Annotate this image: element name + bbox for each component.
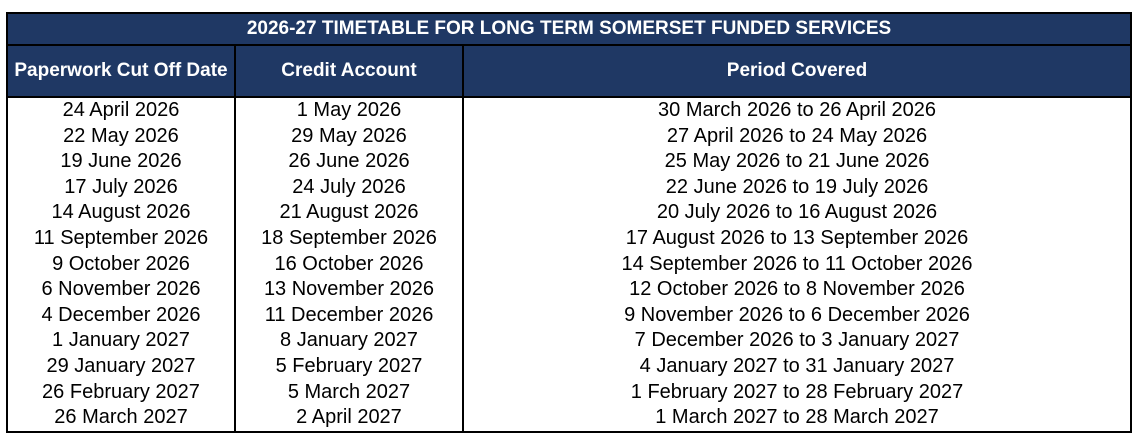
column-header-credit: Credit Account <box>235 45 463 97</box>
table-row <box>8 97 1130 124</box>
cell-credit-account: 13 November 2026 <box>235 277 463 303</box>
cell-period-covered: 22 June 2026 to 19 July 2026 <box>665 175 929 198</box>
table-row <box>8 124 1130 150</box>
cell-period-covered: 14 September 2026 to 11 October 2026 <box>621 252 973 275</box>
table-row <box>8 328 1130 354</box>
cell-cutoff-date: 4 December 2026 <box>8 303 235 329</box>
cell-cutoff-date: 22 May 2026 <box>8 124 235 150</box>
cell-credit-account: 5 February 2027 <box>235 354 463 380</box>
cell-cutoff-date: 6 November 2026 <box>8 277 235 303</box>
cell-cutoff-date: 26 March 2027 <box>8 405 235 431</box>
cell-credit-account: 21 August 2026 <box>235 200 463 226</box>
table-row <box>8 175 1130 201</box>
cell-cutoff-date: 14 August 2026 <box>8 200 235 226</box>
table-row <box>8 380 1130 406</box>
title-row <box>8 14 1130 45</box>
cell-period-covered: 4 January 2027 to 31 January 2027 <box>639 354 955 377</box>
cell-cutoff-date: 26 February 2027 <box>8 380 235 406</box>
table-title: 2026-27 TIMETABLE FOR LONG TERM SOMERSET FUNDED SERVICES <box>8 14 1130 45</box>
table-row <box>8 354 1130 380</box>
cell-credit-account: 24 July 2026 <box>235 175 463 201</box>
table-row <box>8 200 1130 226</box>
cell-credit-account: 16 October 2026 <box>235 252 463 278</box>
cell-credit-account: 1 May 2026 <box>235 97 463 124</box>
table-row <box>8 405 1130 431</box>
cell-period-covered: 1 February 2027 to 28 February 2027 <box>630 380 964 403</box>
column-header-period: Period Covered <box>463 45 1130 97</box>
cell-period-covered: 1 March 2027 to 28 March 2027 <box>655 406 939 429</box>
cell-period-covered: 7 December 2026 to 3 January 2027 <box>634 329 960 352</box>
cell-cutoff-date: 19 June 2026 <box>8 149 235 175</box>
timetable-body <box>8 97 1130 431</box>
cell-cutoff-date: 11 September 2026 <box>8 226 235 252</box>
table-row <box>8 303 1130 329</box>
cell-period-covered: 27 April 2026 to 24 May 2026 <box>666 124 928 147</box>
cell-period-covered: 20 July 2026 to 16 August 2026 <box>656 201 938 224</box>
cell-credit-account: 2 April 2027 <box>235 405 463 431</box>
cell-credit-account: 11 December 2026 <box>235 303 463 329</box>
table-row <box>8 149 1130 175</box>
table-row <box>8 277 1130 303</box>
cell-cutoff-date: 9 October 2026 <box>8 252 235 278</box>
cell-credit-account: 5 March 2027 <box>235 380 463 406</box>
cell-period-covered: 12 October 2026 to 8 November 2026 <box>629 278 965 301</box>
cell-credit-account: 29 May 2026 <box>235 124 463 150</box>
cell-period-covered: 30 March 2026 to 26 April 2026 <box>658 99 936 121</box>
timetable-sheet <box>6 12 1132 433</box>
cell-period-covered: 25 May 2026 to 21 June 2026 <box>664 150 930 173</box>
cell-period-covered: 17 August 2026 to 13 September 2026 <box>625 226 969 249</box>
table-row <box>8 252 1130 278</box>
timetable <box>8 14 1130 431</box>
cell-cutoff-date: 17 July 2026 <box>8 175 235 201</box>
cell-credit-account: 8 January 2027 <box>235 328 463 354</box>
cell-cutoff-date: 29 January 2027 <box>8 354 235 380</box>
cell-credit-account: 26 June 2026 <box>235 149 463 175</box>
cell-cutoff-date: 1 January 2027 <box>8 328 235 354</box>
table-row <box>8 226 1130 252</box>
cell-period-covered: 9 November 2026 to 6 December 2026 <box>624 303 970 326</box>
header-row <box>8 45 1130 97</box>
cell-cutoff-date: 24 April 2026 <box>8 97 235 124</box>
column-header-cutoff: Paperwork Cut Off Date <box>8 45 235 97</box>
cell-credit-account: 18 September 2026 <box>235 226 463 252</box>
